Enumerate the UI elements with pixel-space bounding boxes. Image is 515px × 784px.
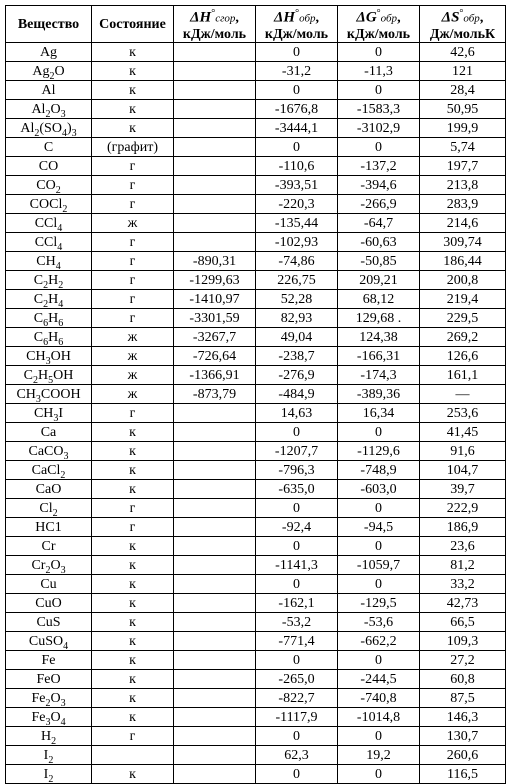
table-row	[6, 366, 506, 385]
entropy-formation-cell: 213,8	[420, 176, 506, 195]
substance-cell: Cr	[6, 537, 92, 556]
entropy-formation-cell: 27,2	[420, 651, 506, 670]
enthalpy-formation-cell: -484,9	[256, 385, 338, 404]
entropy-formation-cell: 309,74	[420, 233, 506, 252]
substance-cell: $CH_4$	[6, 252, 92, 271]
entropy-formation-cell: 39,7	[420, 480, 506, 499]
substance-cell: Al	[6, 81, 92, 100]
enthalpy-combustion-cell	[174, 594, 256, 613]
entropy-formation-cell: 23,6	[420, 537, 506, 556]
enthalpy-combustion-cell: -1366,91	[174, 366, 256, 385]
substance-cell: FeO	[6, 670, 92, 689]
table-row	[6, 138, 506, 157]
table-row	[6, 290, 506, 309]
entropy-formation-cell: 126,6	[420, 347, 506, 366]
entropy-formation-cell: 161,1	[420, 366, 506, 385]
state-cell: к	[92, 651, 174, 670]
header-row	[6, 6, 506, 43]
enthalpy-combustion-cell	[174, 195, 256, 214]
entropy-formation-cell: 41,45	[420, 423, 506, 442]
enthalpy-combustion-cell	[174, 214, 256, 233]
enthalpy-formation-cell: 49,04	[256, 328, 338, 347]
enthalpy-formation-cell: -1676,8	[256, 100, 338, 119]
substance-cell: Cu	[6, 575, 92, 594]
substance-cell: Ag	[6, 43, 92, 62]
enthalpy-formation-cell: 52,28	[256, 290, 338, 309]
substance-cell: $CH_3OH$	[6, 347, 92, 366]
table-row	[6, 271, 506, 290]
entropy-formation-cell: 33,2	[420, 575, 506, 594]
enthalpy-combustion-cell	[174, 233, 256, 252]
gibbs-formation-cell: -603,0	[338, 480, 420, 499]
gibbs-formation-cell: 0	[338, 727, 420, 746]
enthalpy-combustion-cell	[174, 670, 256, 689]
gibbs-formation-cell: -50,85	[338, 252, 420, 271]
substance-cell: $CH_3I$	[6, 404, 92, 423]
enthalpy-formation-cell: 0	[256, 651, 338, 670]
entropy-formation-cell: 81,2	[420, 556, 506, 575]
gibbs-formation-cell: 0	[338, 537, 420, 556]
gibbs-formation-cell: -11,3	[338, 62, 420, 81]
substance-cell: CuSO$_4$	[6, 632, 92, 651]
state-cell: г	[92, 233, 174, 252]
entropy-formation-cell: 214,6	[420, 214, 506, 233]
table-row	[6, 385, 506, 404]
enthalpy-combustion-cell	[174, 613, 256, 632]
enthalpy-combustion-cell	[174, 651, 256, 670]
state-cell: к	[92, 81, 174, 100]
gibbs-formation-cell: -748,9	[338, 461, 420, 480]
entropy-formation-cell: 186,44	[420, 252, 506, 271]
substance-cell: $I_2$	[6, 765, 92, 784]
substance-cell: $H_2$	[6, 727, 92, 746]
gibbs-formation-cell: -1014,8	[338, 708, 420, 727]
table-row	[6, 100, 506, 119]
table-row	[6, 556, 506, 575]
table-row	[6, 309, 506, 328]
enthalpy-formation-cell: -796,3	[256, 461, 338, 480]
substance-cell: $CO_2$	[6, 176, 92, 195]
enthalpy-combustion-cell	[174, 575, 256, 594]
gibbs-formation-cell: -64,7	[338, 214, 420, 233]
gibbs-formation-cell: 68,12	[338, 290, 420, 309]
header-gibbs-formation: ΔG°обр, кДж/моль	[338, 6, 420, 43]
substance-cell: CCl$_4$	[6, 214, 92, 233]
table-row	[6, 594, 506, 613]
enthalpy-formation-cell: 0	[256, 537, 338, 556]
entropy-formation-cell: 121	[420, 62, 506, 81]
gibbs-formation-cell: -166,31	[338, 347, 420, 366]
substance-cell: $C_2H_5OH$	[6, 366, 92, 385]
gibbs-formation-cell: -94,5	[338, 518, 420, 537]
enthalpy-formation-cell: -220,3	[256, 195, 338, 214]
enthalpy-formation-cell: -393,51	[256, 176, 338, 195]
entropy-formation-cell: 253,6	[420, 404, 506, 423]
table-row	[6, 537, 506, 556]
gibbs-formation-cell: 0	[338, 81, 420, 100]
state-cell: к	[92, 423, 174, 442]
state-cell: к	[92, 119, 174, 138]
enthalpy-formation-cell: -1117,9	[256, 708, 338, 727]
enthalpy-combustion-cell	[174, 43, 256, 62]
table-row	[6, 689, 506, 708]
table-row	[6, 176, 506, 195]
entropy-formation-cell: 109,3	[420, 632, 506, 651]
substance-cell: CCl$_4$	[6, 233, 92, 252]
state-cell: к	[92, 575, 174, 594]
substance-cell: $Fe_3O_4$	[6, 708, 92, 727]
enthalpy-formation-cell: -92,4	[256, 518, 338, 537]
entropy-formation-cell: 60,8	[420, 670, 506, 689]
substance-cell: C	[6, 138, 92, 157]
header-state: Состояние	[92, 6, 174, 43]
enthalpy-formation-cell: 0	[256, 423, 338, 442]
enthalpy-formation-cell: 0	[256, 138, 338, 157]
enthalpy-formation-cell: -31,2	[256, 62, 338, 81]
table-row	[6, 613, 506, 632]
enthalpy-combustion-cell: -726,64	[174, 347, 256, 366]
table-row	[6, 575, 506, 594]
table-row	[6, 746, 506, 765]
enthalpy-combustion-cell	[174, 138, 256, 157]
entropy-formation-cell: 104,7	[420, 461, 506, 480]
enthalpy-combustion-cell: -1410,97	[174, 290, 256, 309]
gibbs-formation-cell: -1059,7	[338, 556, 420, 575]
table-row	[6, 727, 506, 746]
gibbs-formation-cell: -389,36	[338, 385, 420, 404]
substance-cell: CuO	[6, 594, 92, 613]
state-cell: к	[92, 43, 174, 62]
gibbs-formation-cell: 0	[338, 423, 420, 442]
enthalpy-combustion-cell	[174, 442, 256, 461]
substance-cell: $Al_2O_3$	[6, 100, 92, 119]
gibbs-formation-cell: -137,2	[338, 157, 420, 176]
gibbs-formation-cell: 0	[338, 138, 420, 157]
substance-cell: $C_6H_6$	[6, 328, 92, 347]
table-row	[6, 442, 506, 461]
enthalpy-combustion-cell	[174, 176, 256, 195]
state-cell: к	[92, 480, 174, 499]
header-enthalpy-formation: ΔH°обр, кДж/моль	[256, 6, 338, 43]
enthalpy-formation-cell: 62,3	[256, 746, 338, 765]
enthalpy-combustion-cell	[174, 537, 256, 556]
enthalpy-combustion-cell	[174, 556, 256, 575]
table-row	[6, 651, 506, 670]
substance-cell: $Al_2(SO_4)_3$	[6, 119, 92, 138]
table-row	[6, 195, 506, 214]
enthalpy-combustion-cell	[174, 765, 256, 784]
enthalpy-combustion-cell	[174, 100, 256, 119]
enthalpy-combustion-cell	[174, 62, 256, 81]
table-row	[6, 62, 506, 81]
state-cell: г	[92, 252, 174, 271]
gibbs-formation-cell: 129,68 .	[338, 309, 420, 328]
entropy-formation-cell: 283,9	[420, 195, 506, 214]
gibbs-formation-cell: 0	[338, 765, 420, 784]
enthalpy-formation-cell: 0	[256, 575, 338, 594]
state-cell: к	[92, 537, 174, 556]
gibbs-formation-cell: 0	[338, 575, 420, 594]
enthalpy-formation-cell: 0	[256, 765, 338, 784]
enthalpy-formation-cell: -162,1	[256, 594, 338, 613]
state-cell: г	[92, 176, 174, 195]
substance-cell: Fe	[6, 651, 92, 670]
table-row	[6, 670, 506, 689]
entropy-formation-cell: 87,5	[420, 689, 506, 708]
enthalpy-formation-cell: 0	[256, 81, 338, 100]
enthalpy-formation-cell: -265,0	[256, 670, 338, 689]
enthalpy-formation-cell: 14,63	[256, 404, 338, 423]
state-cell: г	[92, 290, 174, 309]
enthalpy-combustion-cell	[174, 689, 256, 708]
entropy-formation-cell: 229,5	[420, 309, 506, 328]
substance-cell: CO	[6, 157, 92, 176]
state-cell: ж	[92, 347, 174, 366]
gibbs-formation-cell: 0	[338, 499, 420, 518]
table-row	[6, 480, 506, 499]
enthalpy-formation-cell: -771,4	[256, 632, 338, 651]
enthalpy-combustion-cell: -890,31	[174, 252, 256, 271]
table-row	[6, 499, 506, 518]
state-cell: ж	[92, 214, 174, 233]
enthalpy-combustion-cell: -3301,59	[174, 309, 256, 328]
enthalpy-formation-cell: 82,93	[256, 309, 338, 328]
enthalpy-formation-cell: -276,9	[256, 366, 338, 385]
table-row	[6, 328, 506, 347]
table-row	[6, 765, 506, 784]
state-cell: к	[92, 670, 174, 689]
enthalpy-combustion-cell	[174, 157, 256, 176]
enthalpy-combustion-cell	[174, 423, 256, 442]
entropy-formation-cell: 269,2	[420, 328, 506, 347]
substance-cell: HC1	[6, 518, 92, 537]
substance-cell: $C_6H_6$	[6, 309, 92, 328]
table-row	[6, 518, 506, 537]
entropy-formation-cell: 200,8	[420, 271, 506, 290]
table-row	[6, 43, 506, 62]
gibbs-formation-cell: 16,34	[338, 404, 420, 423]
table-row	[6, 347, 506, 366]
enthalpy-formation-cell: -74,86	[256, 252, 338, 271]
enthalpy-formation-cell: -1207,7	[256, 442, 338, 461]
gibbs-formation-cell: -740,8	[338, 689, 420, 708]
gibbs-formation-cell: -244,5	[338, 670, 420, 689]
entropy-formation-cell: 42,73	[420, 594, 506, 613]
state-cell	[92, 746, 174, 765]
gibbs-formation-cell: 0	[338, 43, 420, 62]
gibbs-formation-cell: 0	[338, 651, 420, 670]
table-row	[6, 252, 506, 271]
substance-cell: $Fe_2O_3$	[6, 689, 92, 708]
state-cell: к	[92, 62, 174, 81]
state-cell: к	[92, 594, 174, 613]
enthalpy-formation-cell: -1141,3	[256, 556, 338, 575]
enthalpy-formation-cell: -102,93	[256, 233, 338, 252]
enthalpy-formation-cell: -635,0	[256, 480, 338, 499]
enthalpy-combustion-cell	[174, 404, 256, 423]
state-cell: г	[92, 499, 174, 518]
entropy-formation-cell: 197,7	[420, 157, 506, 176]
entropy-formation-cell: 66,5	[420, 613, 506, 632]
state-cell: к	[92, 689, 174, 708]
gibbs-formation-cell: -662,2	[338, 632, 420, 651]
entropy-formation-cell: 91,6	[420, 442, 506, 461]
state-cell: к	[92, 100, 174, 119]
header-enthalpy-combustion: ΔH°сгор, кДж/моль	[174, 6, 256, 43]
state-cell: к	[92, 442, 174, 461]
state-cell: г	[92, 195, 174, 214]
substance-cell: $Cr_2O_3$	[6, 556, 92, 575]
header-substance: Вещество	[6, 6, 92, 43]
gibbs-formation-cell: -3102,9	[338, 119, 420, 138]
entropy-formation-cell: 130,7	[420, 727, 506, 746]
substance-cell: CuS	[6, 613, 92, 632]
gibbs-formation-cell: 19,2	[338, 746, 420, 765]
state-cell: ж	[92, 385, 174, 404]
table-row	[6, 81, 506, 100]
state-cell: г	[92, 309, 174, 328]
enthalpy-combustion-cell	[174, 727, 256, 746]
gibbs-formation-cell: 209,21	[338, 271, 420, 290]
enthalpy-combustion-cell: -1299,63	[174, 271, 256, 290]
enthalpy-combustion-cell	[174, 119, 256, 138]
enthalpy-combustion-cell	[174, 632, 256, 651]
gibbs-formation-cell: -1129,6	[338, 442, 420, 461]
substance-cell: CaCl$_2$	[6, 461, 92, 480]
table-body	[6, 43, 506, 784]
substance-cell: $C_2H_2$	[6, 271, 92, 290]
substance-cell: $I_2$	[6, 746, 92, 765]
enthalpy-combustion-cell	[174, 81, 256, 100]
state-cell: г	[92, 404, 174, 423]
entropy-formation-cell: 28,4	[420, 81, 506, 100]
gibbs-formation-cell: -53,6	[338, 613, 420, 632]
state-cell: ж	[92, 366, 174, 385]
enthalpy-formation-cell: 0	[256, 499, 338, 518]
table-row	[6, 632, 506, 651]
entropy-formation-cell: 116,5	[420, 765, 506, 784]
enthalpy-formation-cell: -135,44	[256, 214, 338, 233]
substance-cell: $CH_3COOH$	[6, 385, 92, 404]
state-cell: к	[92, 632, 174, 651]
entropy-formation-cell: 186,9	[420, 518, 506, 537]
gibbs-formation-cell: -174,3	[338, 366, 420, 385]
header-entropy-formation: ΔS°обр, Дж/мольК	[420, 6, 506, 43]
substance-cell: CaCO$_3$	[6, 442, 92, 461]
state-cell: г	[92, 727, 174, 746]
substance-cell: Ca	[6, 423, 92, 442]
state-cell: к	[92, 765, 174, 784]
entropy-formation-cell: 50,95	[420, 100, 506, 119]
gibbs-formation-cell: 124,38	[338, 328, 420, 347]
table-row	[6, 461, 506, 480]
substance-cell: CaO	[6, 480, 92, 499]
state-cell: ж	[92, 328, 174, 347]
table-row	[6, 708, 506, 727]
enthalpy-formation-cell: -3444,1	[256, 119, 338, 138]
enthalpy-combustion-cell	[174, 480, 256, 499]
entropy-formation-cell: 5,74	[420, 138, 506, 157]
gibbs-formation-cell: -1583,3	[338, 100, 420, 119]
substance-cell: $C_2H_4$	[6, 290, 92, 309]
gibbs-formation-cell: -266,9	[338, 195, 420, 214]
substance-cell: $Ag_2O$	[6, 62, 92, 81]
entropy-formation-cell: 260,6	[420, 746, 506, 765]
enthalpy-combustion-cell	[174, 499, 256, 518]
table-row	[6, 233, 506, 252]
enthalpy-formation-cell: -238,7	[256, 347, 338, 366]
enthalpy-formation-cell: 0	[256, 43, 338, 62]
enthalpy-formation-cell: -822,7	[256, 689, 338, 708]
state-cell: к	[92, 708, 174, 727]
table-row	[6, 214, 506, 233]
enthalpy-combustion-cell	[174, 708, 256, 727]
state-cell: к	[92, 556, 174, 575]
substance-cell: COCl$_2$	[6, 195, 92, 214]
entropy-formation-cell: 222,9	[420, 499, 506, 518]
table-row	[6, 404, 506, 423]
gibbs-formation-cell: -394,6	[338, 176, 420, 195]
gibbs-formation-cell: -129,5	[338, 594, 420, 613]
state-cell: (графит)	[92, 138, 174, 157]
state-cell: г	[92, 518, 174, 537]
enthalpy-combustion-cell	[174, 461, 256, 480]
table-row	[6, 157, 506, 176]
state-cell: г	[92, 271, 174, 290]
entropy-formation-cell: 42,6	[420, 43, 506, 62]
substance-cell: $Cl_2$	[6, 499, 92, 518]
enthalpy-combustion-cell: -3267,7	[174, 328, 256, 347]
entropy-formation-cell: 219,4	[420, 290, 506, 309]
entropy-formation-cell: 199,9	[420, 119, 506, 138]
state-cell: г	[92, 157, 174, 176]
enthalpy-combustion-cell: -873,79	[174, 385, 256, 404]
state-cell: к	[92, 613, 174, 632]
enthalpy-formation-cell: -110,6	[256, 157, 338, 176]
enthalpy-formation-cell: 226,75	[256, 271, 338, 290]
thermodynamic-data-table	[5, 5, 506, 784]
enthalpy-formation-cell: 0	[256, 727, 338, 746]
entropy-formation-cell: 146,3	[420, 708, 506, 727]
table-row	[6, 119, 506, 138]
state-cell: к	[92, 461, 174, 480]
enthalpy-combustion-cell	[174, 518, 256, 537]
table-row	[6, 423, 506, 442]
enthalpy-formation-cell: -53,2	[256, 613, 338, 632]
gibbs-formation-cell: -60,63	[338, 233, 420, 252]
entropy-formation-cell: —	[420, 385, 506, 404]
enthalpy-combustion-cell	[174, 746, 256, 765]
